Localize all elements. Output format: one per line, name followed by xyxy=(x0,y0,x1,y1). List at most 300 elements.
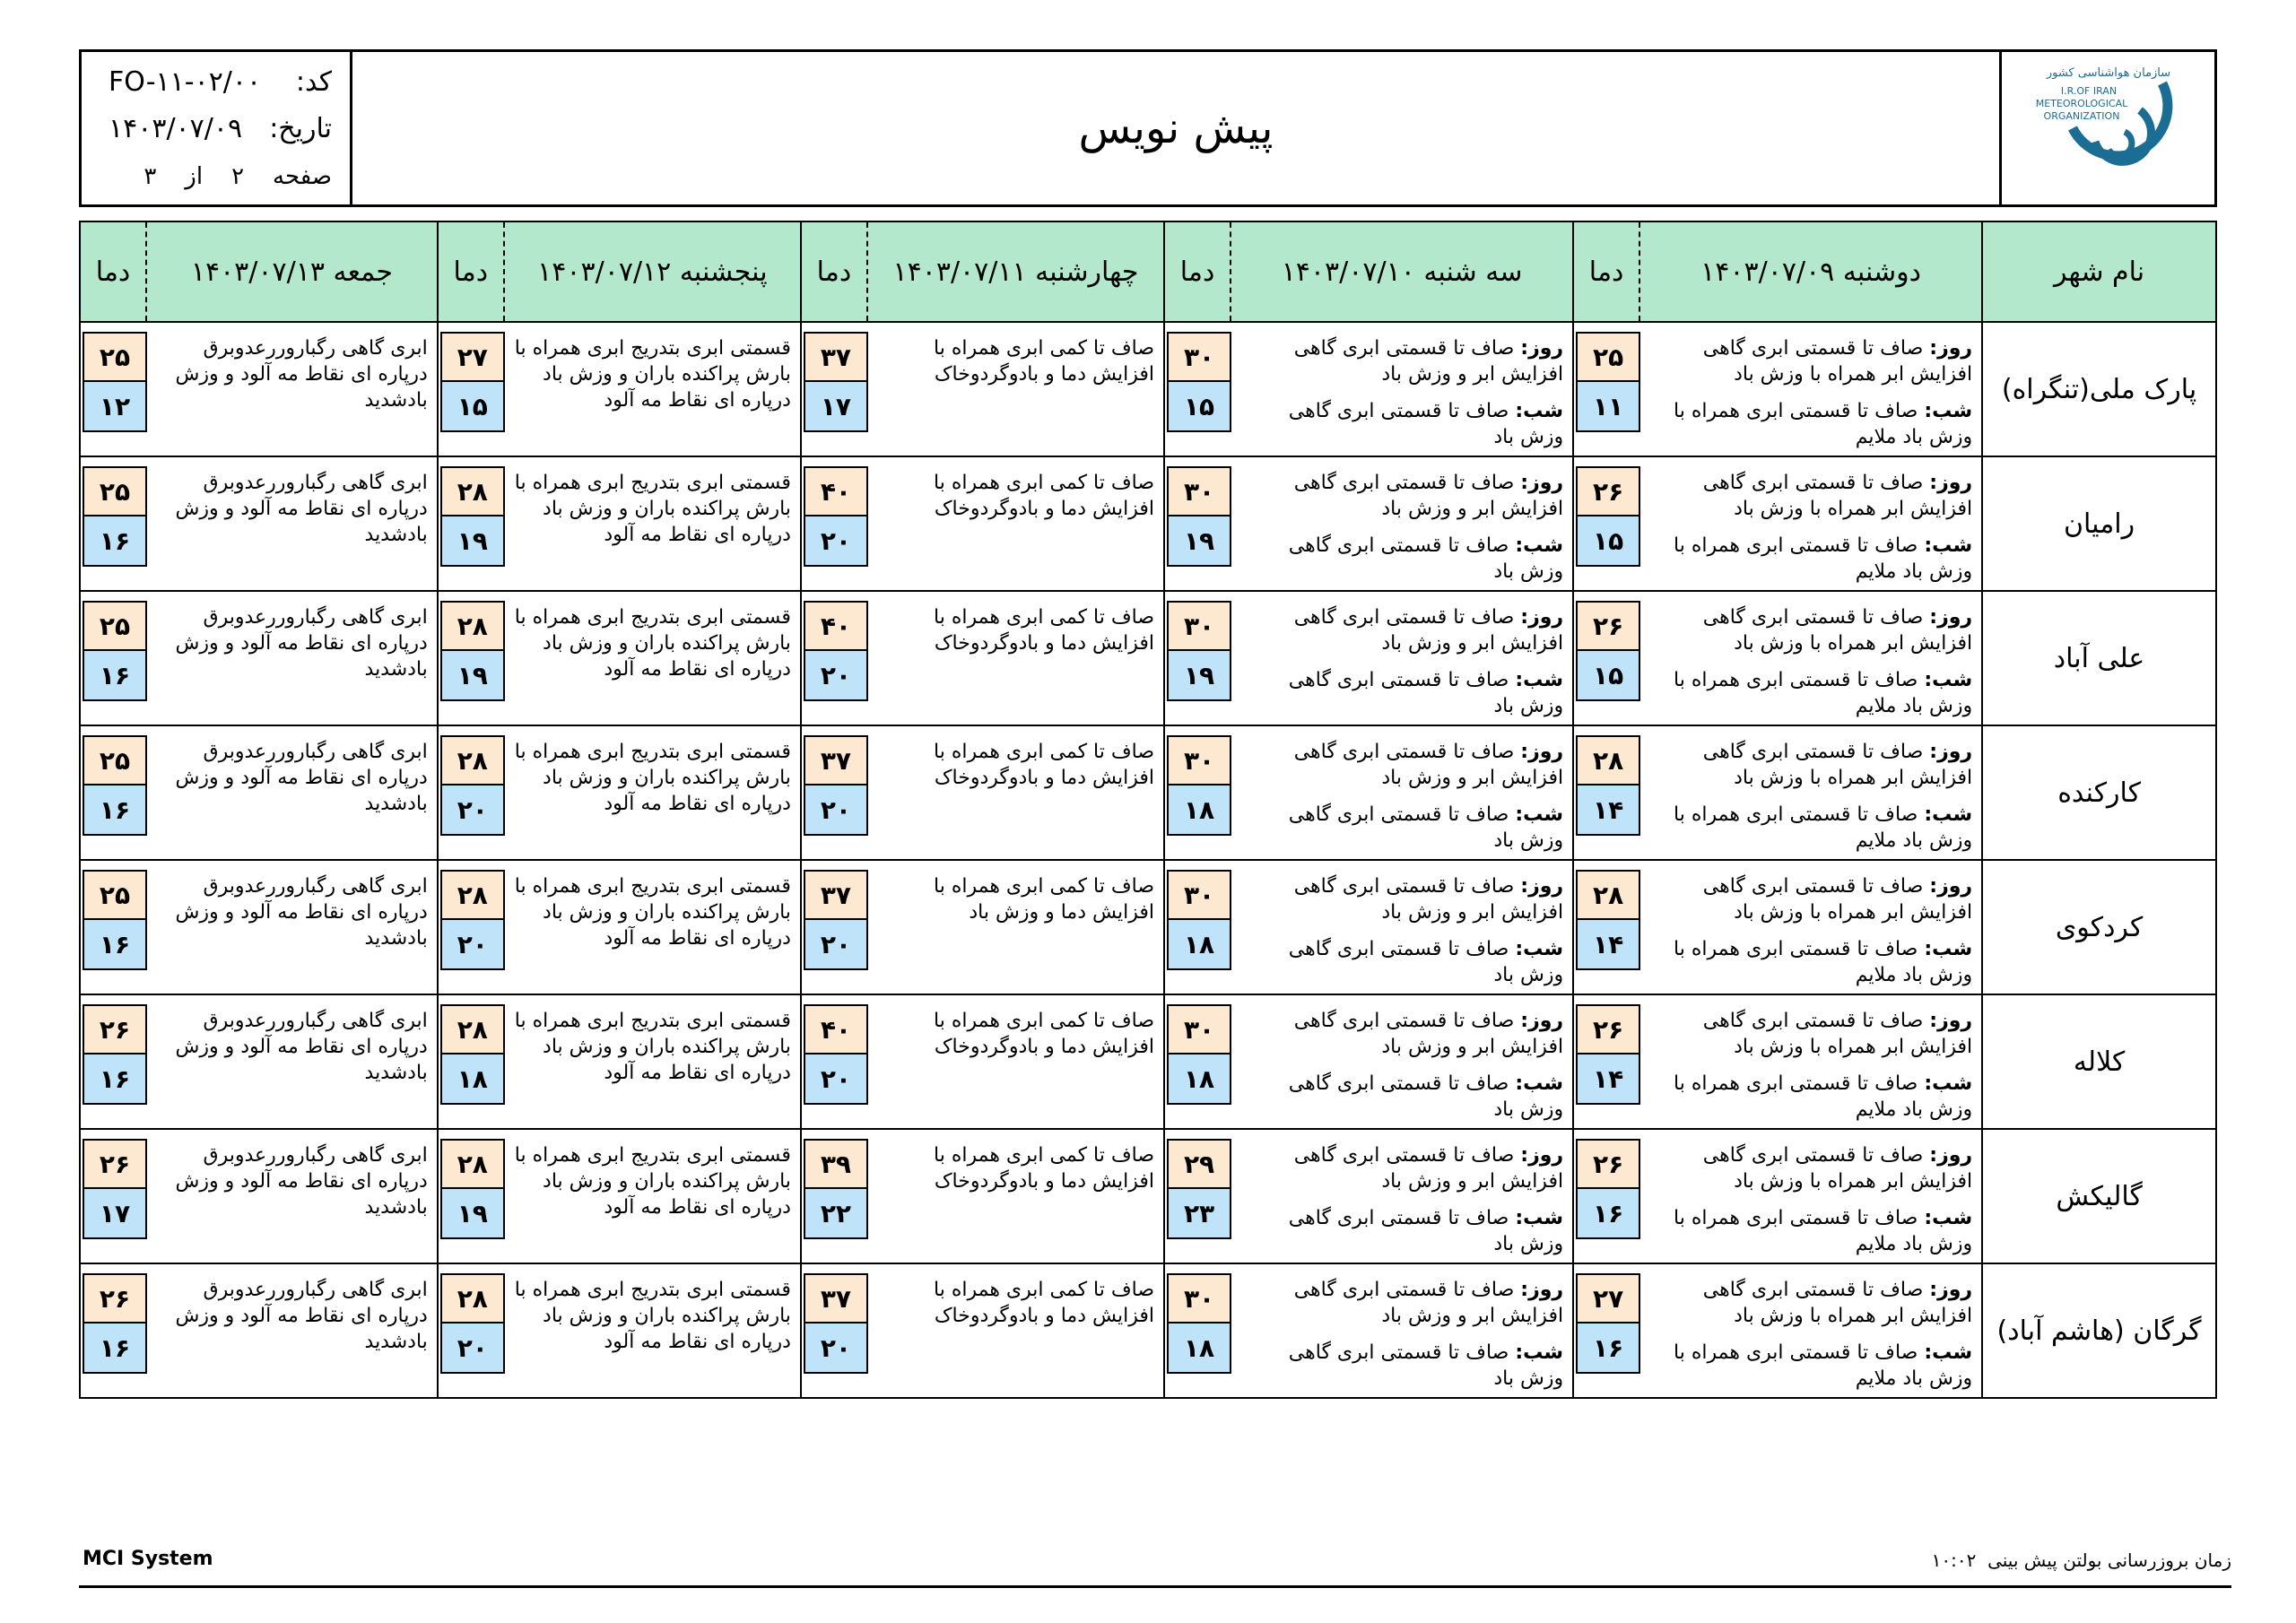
max-temperature: ۲۶ xyxy=(83,1139,147,1189)
forecast-description xyxy=(505,457,800,590)
forecast-text: قسمتی ابری بتدریج ابری همراه با بارش پراکنده باران و وزش باد درپاره ای نقاط مه آلود xyxy=(514,741,791,815)
code-label: کد: xyxy=(295,66,332,98)
forecast-text: ابری گاهی رگباروررعدوبرق درپاره ای نقاط مه آلود و وزش بادشدید xyxy=(175,875,428,950)
day-forecast: صاف تا قسمتی ابری گاهی افزایش ابر همراه با وزش باد xyxy=(1702,472,1973,520)
day-label: روز: xyxy=(1929,337,1973,360)
min-temperature: ۲۰ xyxy=(804,920,868,970)
day-label: روز: xyxy=(1929,606,1973,629)
forecast-description xyxy=(505,861,800,994)
forecast-text: صاف تا کمی ابری همراه با افزایش دما و وزش باد xyxy=(934,875,1155,924)
max-temperature: ۳۹ xyxy=(804,1139,868,1189)
logo-text-en-3: ORGANIZATION xyxy=(2043,110,2119,122)
temperature-boxes xyxy=(439,323,505,456)
night-forecast: صاف تا قسمتی ابری گاهی وزش باد xyxy=(1288,534,1564,583)
night-label: شب: xyxy=(1515,669,1564,691)
forecast-description xyxy=(147,726,437,859)
forecast-cell xyxy=(80,860,438,994)
night-forecast: صاف تا قسمتی ابری همراه با وزش باد ملایم xyxy=(1674,669,1973,717)
day-column-header xyxy=(1164,221,1573,322)
page-indicator xyxy=(144,163,332,190)
city-column-header: نام شهر xyxy=(1982,221,2216,322)
forecast-text: صاف تا کمی ابری همراه با افزایش دما و بادوگردوخاک xyxy=(934,337,1155,386)
table-row xyxy=(80,994,2216,1129)
footer-system-name: MCI System xyxy=(83,1548,213,1570)
max-temperature: ۳۷ xyxy=(804,332,868,382)
day-forecast: صاف تا قسمتی ابری گاهی افزایش ابر و وزش باد xyxy=(1293,472,1564,520)
forecast-cell xyxy=(80,994,438,1129)
night-forecast: صاف تا قسمتی ابری گاهی وزش باد xyxy=(1288,669,1564,717)
temp-column-label: دما xyxy=(81,222,147,321)
temperature-boxes xyxy=(802,861,868,994)
forecast-description xyxy=(1640,995,1981,1128)
temperature-boxes xyxy=(439,592,505,725)
page-title: پیش نویس xyxy=(1078,103,1274,153)
forecast-cell xyxy=(80,1129,438,1263)
forecast-cell xyxy=(438,322,801,456)
forecast-description xyxy=(1640,592,1981,725)
forecast-description xyxy=(147,1130,437,1263)
forecast-description xyxy=(868,861,1163,994)
day-forecast: صاف تا قسمتی ابری گاهی افزایش ابر و وزش باد xyxy=(1293,1144,1564,1193)
min-temperature: ۲۰ xyxy=(804,516,868,567)
logo-text-en-2: METEOROLOGICAL xyxy=(2035,98,2127,109)
city-name: کردکوی xyxy=(1982,860,2216,994)
forecast-cell xyxy=(438,1129,801,1263)
night-forecast: صاف تا قسمتی ابری گاهی وزش باد xyxy=(1288,1072,1564,1121)
forecast-cell xyxy=(1164,322,1573,456)
day-label: روز: xyxy=(1929,472,1973,494)
temperature-boxes xyxy=(802,995,868,1128)
night-label: شب: xyxy=(1515,400,1564,422)
table-row xyxy=(80,1263,2216,1398)
forecast-cell xyxy=(1573,994,1982,1129)
forecast-description xyxy=(1231,726,1572,859)
temperature-boxes xyxy=(81,457,147,590)
forecast-description xyxy=(505,1130,800,1263)
min-temperature: ۲۳ xyxy=(1167,1189,1231,1239)
min-temperature: ۱۹ xyxy=(440,651,505,701)
forecast-description xyxy=(505,726,800,859)
forecast-description xyxy=(147,861,437,994)
min-temperature: ۱۵ xyxy=(1576,651,1640,701)
min-temperature: ۱۶ xyxy=(83,920,147,970)
forecast-text: قسمتی ابری بتدریج ابری همراه با بارش پراکنده باران و وزش باد درپاره ای نقاط مه آلود xyxy=(514,1010,791,1084)
night-forecast: صاف تا قسمتی ابری همراه با وزش باد ملایم xyxy=(1674,1072,1973,1121)
day-name: پنجشنبه ۱۴۰۳/۰۷/۱۲ xyxy=(537,256,768,288)
max-temperature: ۳۰ xyxy=(1167,466,1231,516)
max-temperature: ۲۷ xyxy=(440,332,505,382)
max-temperature: ۲۸ xyxy=(1576,870,1640,920)
night-forecast: صاف تا قسمتی ابری گاهی وزش باد xyxy=(1288,938,1564,986)
forecast-description xyxy=(868,323,1163,456)
min-temperature: ۱۹ xyxy=(440,516,505,567)
forecast-description xyxy=(1640,323,1981,456)
day-label: روز: xyxy=(1929,1144,1973,1167)
forecast-description xyxy=(147,1264,437,1397)
forecast-text: قسمتی ابری بتدریج ابری همراه با بارش پراکنده باران و وزش باد درپاره ای نقاط مه آلود xyxy=(514,1279,791,1353)
table-row xyxy=(80,591,2216,725)
forecast-cell xyxy=(1573,1129,1982,1263)
page-total: ۳ xyxy=(144,163,157,190)
day-label: روز: xyxy=(1520,741,1564,763)
max-temperature: ۲۵ xyxy=(83,870,147,920)
temperature-boxes xyxy=(1574,1264,1640,1397)
city-name: رامیان xyxy=(1982,456,2216,591)
forecast-cell xyxy=(801,456,1164,591)
temperature-boxes xyxy=(439,861,505,994)
night-forecast: صاف تا قسمتی ابری گاهی وزش باد xyxy=(1288,803,1564,852)
temperature-boxes xyxy=(439,995,505,1128)
temp-column-label: دما xyxy=(1165,222,1231,321)
temperature-boxes xyxy=(1574,861,1640,994)
code-value: FO-۱۱-۰۲/۰۰ xyxy=(109,66,262,98)
temperature-boxes xyxy=(802,457,868,590)
min-temperature: ۱۸ xyxy=(440,1055,505,1105)
forecast-text: صاف تا کمی ابری همراه با افزایش دما و بادوگردوخاک xyxy=(934,1010,1155,1058)
forecast-text: قسمتی ابری بتدریج ابری همراه با بارش پراکنده باران و وزش باد درپاره ای نقاط مه آلود xyxy=(514,606,791,681)
forecast-text: صاف تا کمی ابری همراه با افزایش دما و بادوگردوخاک xyxy=(934,606,1155,655)
max-temperature: ۲۸ xyxy=(440,1004,505,1055)
night-forecast: صاف تا قسمتی ابری همراه با وزش باد ملایم xyxy=(1674,400,1973,448)
day-label: روز: xyxy=(1520,606,1564,629)
max-temperature: ۲۶ xyxy=(1576,1139,1640,1189)
day-name: چهارشنبه ۱۴۰۳/۰۷/۱۱ xyxy=(892,256,1139,288)
day-label: روز: xyxy=(1520,337,1564,360)
forecast-description xyxy=(868,1130,1163,1263)
min-temperature: ۱۶ xyxy=(1576,1189,1640,1239)
table-row xyxy=(80,1129,2216,1263)
day-label: روز: xyxy=(1520,875,1564,898)
min-temperature: ۱۶ xyxy=(83,516,147,567)
night-label: شب: xyxy=(1924,669,1973,691)
forecast-cell xyxy=(1573,456,1982,591)
temperature-boxes xyxy=(439,726,505,859)
max-temperature: ۲۵ xyxy=(1576,332,1640,382)
forecast-description xyxy=(1231,323,1572,456)
max-temperature: ۲۸ xyxy=(440,735,505,785)
forecast-cell xyxy=(1573,322,1982,456)
temperature-boxes xyxy=(81,1264,147,1397)
night-label: شب: xyxy=(1924,938,1973,960)
forecast-text: صاف تا کمی ابری همراه با افزایش دما و بادوگردوخاک xyxy=(934,1279,1155,1327)
day-name: دوشنبه ۱۴۰۳/۰۷/۰۹ xyxy=(1700,256,1922,288)
forecast-text: ابری گاهی رگباروررعدوبرق درپاره ای نقاط مه آلود و وزش بادشدید xyxy=(175,1010,428,1084)
day-forecast: صاف تا قسمتی ابری گاهی افزایش ابر و وزش باد xyxy=(1293,1279,1564,1327)
min-temperature: ۱۶ xyxy=(83,1324,147,1374)
city-name: کارکنده xyxy=(1982,725,2216,860)
temperature-boxes xyxy=(81,1130,147,1263)
day-forecast: صاف تا قسمتی ابری گاهی افزایش ابر همراه با وزش باد xyxy=(1702,1144,1973,1193)
forecast-description xyxy=(1231,592,1572,725)
day-column-header xyxy=(1573,221,1982,322)
temperature-boxes xyxy=(439,457,505,590)
forecast-description xyxy=(868,995,1163,1128)
forecast-text: ابری گاهی رگباروررعدوبرق درپاره ای نقاط مه آلود و وزش بادشدید xyxy=(175,1279,428,1353)
max-temperature: ۳۰ xyxy=(1167,332,1231,382)
forecast-description xyxy=(505,1264,800,1397)
forecast-description xyxy=(505,995,800,1128)
night-label: شب: xyxy=(1924,534,1973,557)
day-forecast: صاف تا قسمتی ابری گاهی افزایش ابر همراه با وزش باد xyxy=(1702,1279,1973,1327)
forecast-cell xyxy=(1164,725,1573,860)
table-header-row xyxy=(80,221,2216,322)
forecast-cell xyxy=(801,1129,1164,1263)
forecast-text: ابری گاهی رگباروررعدوبرق درپاره ای نقاط مه آلود و وزش بادشدید xyxy=(175,741,428,815)
min-temperature: ۱۸ xyxy=(1167,1055,1231,1105)
temperature-boxes xyxy=(81,726,147,859)
city-name: کلاله xyxy=(1982,994,2216,1129)
forecast-text: قسمتی ابری بتدریج ابری همراه با بارش پراکنده باران و وزش باد درپاره ای نقاط مه آلود xyxy=(514,472,791,546)
forecast-description xyxy=(868,592,1163,725)
forecast-cell xyxy=(438,725,801,860)
min-temperature: ۱۴ xyxy=(1576,1055,1640,1105)
forecast-cell xyxy=(438,1263,801,1398)
temperature-boxes xyxy=(439,1264,505,1397)
forecast-cell xyxy=(801,994,1164,1129)
night-label: شب: xyxy=(1515,1207,1564,1229)
forecast-text: صاف تا کمی ابری همراه با افزایش دما و بادوگردوخاک xyxy=(934,472,1155,520)
forecast-description xyxy=(1231,457,1572,590)
max-temperature: ۳۷ xyxy=(804,1273,868,1324)
temperature-boxes xyxy=(1165,995,1231,1128)
max-temperature: ۲۸ xyxy=(1576,735,1640,785)
temperature-boxes xyxy=(81,995,147,1128)
forecast-cell xyxy=(80,725,438,860)
max-temperature: ۲۵ xyxy=(83,601,147,651)
temp-column-label: دما xyxy=(439,222,505,321)
min-temperature: ۲۰ xyxy=(804,651,868,701)
day-forecast: صاف تا قسمتی ابری گاهی افزایش ابر و وزش باد xyxy=(1293,1010,1564,1058)
forecast-cell xyxy=(1164,994,1573,1129)
night-forecast: صاف تا قسمتی ابری همراه با وزش باد ملایم xyxy=(1674,1341,1973,1390)
max-temperature: ۴۰ xyxy=(804,601,868,651)
min-temperature: ۱۶ xyxy=(1576,1324,1640,1374)
forecast-description xyxy=(868,457,1163,590)
temperature-boxes xyxy=(1165,1264,1231,1397)
forecast-cell xyxy=(438,994,801,1129)
temperature-boxes xyxy=(1165,861,1231,994)
temperature-boxes xyxy=(1165,457,1231,590)
temperature-boxes xyxy=(439,1130,505,1263)
temp-column-label: دما xyxy=(802,222,868,321)
date-label: تاریخ: xyxy=(269,113,332,144)
day-forecast: صاف تا قسمتی ابری گاهی افزایش ابر و وزش باد xyxy=(1293,337,1564,386)
min-temperature: ۱۸ xyxy=(1167,920,1231,970)
day-forecast: صاف تا قسمتی ابری گاهی افزایش ابر همراه با وزش باد xyxy=(1702,337,1973,386)
max-temperature: ۲۸ xyxy=(440,466,505,516)
min-temperature: ۲۰ xyxy=(440,785,505,836)
logo-text-fa: سازمان هواشناسی کشور xyxy=(2046,66,2170,80)
night-label: شب: xyxy=(1515,1072,1564,1095)
day-label: روز: xyxy=(1520,1010,1564,1032)
day-forecast: صاف تا قسمتی ابری گاهی افزایش ابر همراه با وزش باد xyxy=(1702,741,1973,789)
forecast-cell xyxy=(1164,1129,1573,1263)
temperature-boxes xyxy=(1574,592,1640,725)
footer-update-time xyxy=(1932,1549,2231,1571)
forecast-cell xyxy=(801,1263,1164,1398)
temperature-boxes xyxy=(1165,1130,1231,1263)
forecast-text: ابری گاهی رگباروررعدوبرق درپاره ای نقاط مه آلود و وزش بادشدید xyxy=(175,1144,428,1219)
day-column-header xyxy=(801,221,1164,322)
forecast-description xyxy=(1640,457,1981,590)
organization-logo xyxy=(1999,52,2214,204)
temperature-boxes xyxy=(1574,323,1640,456)
forecast-description xyxy=(868,726,1163,859)
forecast-description xyxy=(1231,1264,1572,1397)
temperature-boxes xyxy=(1574,995,1640,1128)
max-temperature: ۲۵ xyxy=(83,332,147,382)
city-name: گرگان (هاشم آباد) xyxy=(1982,1263,2216,1398)
forecast-description xyxy=(1640,726,1981,859)
night-forecast: صاف تا قسمتی ابری همراه با وزش باد ملایم xyxy=(1674,803,1973,852)
temperature-boxes xyxy=(1574,726,1640,859)
temperature-boxes xyxy=(1165,592,1231,725)
document-info-box xyxy=(82,52,352,204)
min-temperature: ۲۰ xyxy=(804,785,868,836)
max-temperature: ۳۰ xyxy=(1167,1004,1231,1055)
night-forecast: صاف تا قسمتی ابری همراه با وزش باد ملایم xyxy=(1674,1207,1973,1255)
forecast-description xyxy=(868,1264,1163,1397)
night-label: شب: xyxy=(1515,534,1564,557)
document-header xyxy=(79,49,2217,207)
max-temperature: ۲۸ xyxy=(440,601,505,651)
date-value: ۱۴۰۳/۰۷/۰۹ xyxy=(109,113,243,144)
table-row xyxy=(80,456,2216,591)
day-column-header xyxy=(438,221,801,322)
min-temperature: ۱۸ xyxy=(1167,785,1231,836)
day-label: روز: xyxy=(1520,1279,1564,1301)
max-temperature: ۴۰ xyxy=(804,1004,868,1055)
forecast-cell xyxy=(80,1263,438,1398)
temperature-boxes xyxy=(1574,1130,1640,1263)
forecast-cell xyxy=(1573,860,1982,994)
footer-divider xyxy=(79,1585,2231,1588)
max-temperature: ۲۶ xyxy=(1576,601,1640,651)
temperature-boxes xyxy=(81,861,147,994)
temperature-boxes xyxy=(802,1130,868,1263)
min-temperature: ۱۸ xyxy=(1167,1324,1231,1374)
max-temperature: ۳۷ xyxy=(804,870,868,920)
min-temperature: ۱۷ xyxy=(804,382,868,432)
temperature-boxes xyxy=(802,592,868,725)
logo-text-en-1: I.R.OF IRAN xyxy=(2060,85,2117,97)
forecast-text: ابری گاهی رگباروررعدوبرق درپاره ای نقاط مه آلود و وزش بادشدید xyxy=(175,337,428,412)
forecast-cell xyxy=(80,322,438,456)
table-row xyxy=(80,322,2216,456)
max-temperature: ۲۶ xyxy=(1576,466,1640,516)
forecast-cell xyxy=(1573,1263,1982,1398)
max-temperature: ۳۷ xyxy=(804,735,868,785)
night-label: شب: xyxy=(1515,803,1564,826)
day-forecast: صاف تا قسمتی ابری گاهی افزایش ابر همراه با وزش باد xyxy=(1702,1010,1973,1058)
forecast-description xyxy=(1640,1130,1981,1263)
forecast-text: ابری گاهی رگباروررعدوبرق درپاره ای نقاط مه آلود و وزش بادشدید xyxy=(175,472,428,546)
min-temperature: ۱۶ xyxy=(83,785,147,836)
footer-time: ۱۰:۰۲ xyxy=(1931,1549,1977,1571)
forecast-cell xyxy=(1164,456,1573,591)
max-temperature: ۳۰ xyxy=(1167,1273,1231,1324)
temperature-boxes xyxy=(1165,323,1231,456)
forecast-description xyxy=(505,323,800,456)
max-temperature: ۲۶ xyxy=(1576,1004,1640,1055)
forecast-cell xyxy=(80,456,438,591)
day-label: روز: xyxy=(1929,741,1973,763)
forecast-text: صاف تا کمی ابری همراه با افزایش دما و بادوگردوخاک xyxy=(934,741,1155,789)
max-temperature: ۳۰ xyxy=(1167,870,1231,920)
max-temperature: ۲۷ xyxy=(1576,1273,1640,1324)
temperature-boxes xyxy=(802,323,868,456)
forecast-description xyxy=(1231,861,1572,994)
temperature-boxes xyxy=(81,323,147,456)
forecast-cell xyxy=(438,456,801,591)
min-temperature: ۲۰ xyxy=(440,920,505,970)
max-temperature: ۲۵ xyxy=(83,466,147,516)
temperature-boxes xyxy=(81,592,147,725)
night-label: شب: xyxy=(1924,803,1973,826)
min-temperature: ۱۹ xyxy=(1167,651,1231,701)
forecast-cell xyxy=(438,591,801,725)
forecast-cell xyxy=(1164,1263,1573,1398)
forecast-text: قسمتی ابری بتدریج ابری همراه با بارش پراکنده باران و وزش باد درپاره ای نقاط مه آلود xyxy=(514,1144,791,1219)
max-temperature: ۲۵ xyxy=(83,735,147,785)
min-temperature: ۱۱ xyxy=(1576,382,1640,432)
min-temperature: ۱۹ xyxy=(440,1189,505,1239)
min-temperature: ۱۶ xyxy=(83,1055,147,1105)
forecast-cell xyxy=(1164,860,1573,994)
day-label: روز: xyxy=(1520,1144,1564,1167)
max-temperature: ۲۶ xyxy=(83,1004,147,1055)
min-temperature: ۲۰ xyxy=(804,1324,868,1374)
footer-update-label: زمان بروزرسانی بولتن پیش بینی xyxy=(1987,1549,2231,1571)
temperature-boxes xyxy=(1165,726,1231,859)
day-label: روز: xyxy=(1520,472,1564,494)
temperature-boxes xyxy=(1574,457,1640,590)
temperature-boxes xyxy=(802,726,868,859)
temperature-boxes xyxy=(802,1264,868,1397)
forecast-text: صاف تا کمی ابری همراه با افزایش دما و بادوگردوخاک xyxy=(934,1144,1155,1193)
night-label: شب: xyxy=(1924,1341,1973,1364)
night-forecast: صاف تا قسمتی ابری گاهی وزش باد xyxy=(1288,1341,1564,1390)
min-temperature: ۱۷ xyxy=(83,1189,147,1239)
night-label: شب: xyxy=(1924,1072,1973,1095)
min-temperature: ۱۲ xyxy=(83,382,147,432)
forecast-description xyxy=(505,592,800,725)
forecast-text: قسمتی ابری بتدریج ابری همراه با بارش پراکنده باران و وزش باد درپاره ای نقاط مه آلود xyxy=(514,337,791,412)
day-column-header xyxy=(80,221,438,322)
forecast-cell xyxy=(1573,591,1982,725)
day-forecast: صاف تا قسمتی ابری گاهی افزایش ابر و وزش باد xyxy=(1293,741,1564,789)
page-number: ۲ xyxy=(231,163,245,190)
forecast-description xyxy=(147,592,437,725)
day-label: روز: xyxy=(1929,1010,1973,1032)
min-temperature: ۲۲ xyxy=(804,1189,868,1239)
max-temperature: ۴۰ xyxy=(804,466,868,516)
max-temperature: ۲۹ xyxy=(1167,1139,1231,1189)
forecast-cell xyxy=(801,860,1164,994)
max-temperature: ۲۸ xyxy=(440,1139,505,1189)
min-temperature: ۱۶ xyxy=(83,651,147,701)
day-name: سه شنبه ۱۴۰۳/۰۷/۱۰ xyxy=(1281,256,1523,288)
day-name: جمعه ۱۴۰۳/۰۷/۱۳ xyxy=(190,256,393,288)
forecast-cell xyxy=(801,591,1164,725)
forecast-cell xyxy=(801,725,1164,860)
forecast-cell xyxy=(801,322,1164,456)
forecast-description xyxy=(147,995,437,1128)
city-name: پارک ملی(تنگراه) xyxy=(1982,322,2216,456)
min-temperature: ۱۴ xyxy=(1576,920,1640,970)
forecast-description xyxy=(1640,1264,1981,1397)
forecast-cell xyxy=(438,860,801,994)
